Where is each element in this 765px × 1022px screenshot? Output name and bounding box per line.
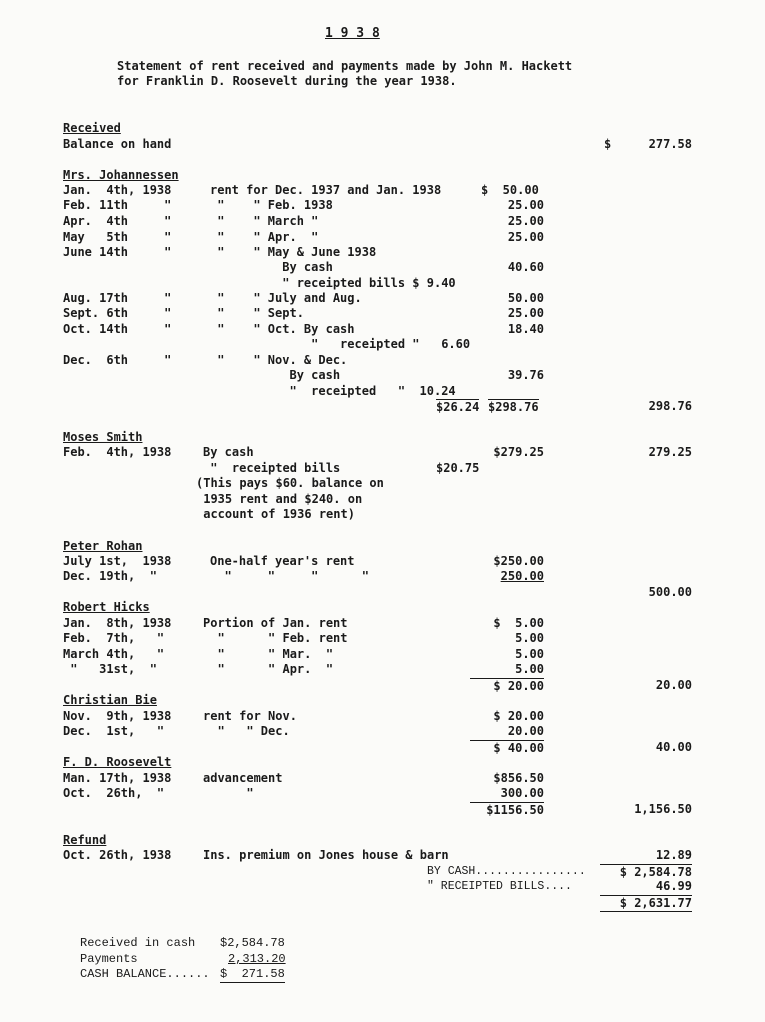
balance-dollar-sign: $ bbox=[604, 137, 612, 151]
summary-payments-amount: 2,313.20 bbox=[228, 952, 286, 966]
tenant-hicks-name: Robert Hicks bbox=[63, 600, 150, 614]
smith-receipted-amount: $20.75 bbox=[436, 461, 480, 475]
tenant-smith-name: Moses Smith bbox=[63, 430, 143, 444]
ledger-date: Apr. 4th " bbox=[63, 214, 172, 228]
intro-line-2: for Franklin D. Roosevelt during the year 1938. bbox=[117, 74, 457, 88]
roosevelt-column-total: 1,156.50 bbox=[634, 802, 692, 816]
smith-receipted-desc: " receipted bills bbox=[203, 461, 341, 475]
ledger-desc: rent for Dec. 1937 and Jan. 1938 bbox=[210, 183, 442, 197]
ledger-desc: " receipted " 10.24 bbox=[210, 384, 456, 398]
hicks-total: $ 20.00 bbox=[470, 678, 544, 694]
ledger-amount: $ 5.00 bbox=[493, 616, 544, 630]
smith-note-line-2: 1935 rent and $240. on bbox=[196, 492, 363, 506]
johannessen-column-total: 298.76 bbox=[648, 399, 692, 413]
bie-desc-1: rent for Nov. bbox=[203, 709, 297, 723]
ledger-date: Oct. 14th " bbox=[63, 322, 172, 336]
smith-date: Feb. 4th, 1938 bbox=[63, 445, 172, 459]
ledger-amount: 5.00 bbox=[515, 631, 544, 645]
ledger-date: Jan. 8th, 1938 bbox=[63, 616, 172, 630]
bie-amount-2: 20.00 bbox=[507, 724, 544, 738]
ledger-amount: 25.00 bbox=[507, 230, 544, 244]
ledger-desc: " " July and Aug. bbox=[210, 291, 362, 305]
ledger-date: Feb. 7th, " bbox=[63, 631, 165, 645]
ledger-desc: " " Feb. rent bbox=[203, 631, 348, 645]
intro-line-1: Statement of rent received and payments made by John M. Hackett bbox=[117, 59, 573, 73]
roosevelt-total: $1156.50 bbox=[470, 802, 544, 818]
ledger-desc: " " Apr. " bbox=[203, 662, 334, 676]
ledger-amount: 25.00 bbox=[507, 306, 544, 320]
rohan-amount-1: $250.00 bbox=[493, 554, 544, 568]
ledger-amount: 25.00 bbox=[507, 214, 544, 228]
summary-cash-amount: $2,584.78 bbox=[220, 936, 285, 950]
ledger-desc: " " Sept. bbox=[210, 306, 304, 320]
ledger-desc: By cash bbox=[210, 368, 341, 382]
ledger-desc: " " Mar. " bbox=[203, 647, 334, 661]
summary-balance-label: CASH BALANCE...... bbox=[80, 967, 210, 981]
ledger-amount: 25.00 bbox=[507, 198, 544, 212]
balance-value: 277.58 bbox=[648, 137, 692, 151]
bie-desc-2: " " Dec. bbox=[203, 724, 290, 738]
by-cash-amount: $ 2,584.78 bbox=[600, 864, 692, 880]
smith-desc: By cash bbox=[203, 445, 254, 459]
tenant-johannessen-name: Mrs. Johannessen bbox=[63, 168, 179, 182]
roosevelt-amount-1: $856.50 bbox=[493, 771, 544, 785]
receipted-bills-amount: 46.99 bbox=[655, 879, 692, 893]
smith-amount: $279.25 bbox=[493, 445, 544, 459]
ledger-desc: " " Apr. " bbox=[210, 230, 319, 244]
bie-total: $ 40.00 bbox=[470, 740, 544, 756]
rohan-desc-1: One-half year's rent bbox=[210, 554, 355, 568]
roosevelt-date-2: Oct. 26th, " bbox=[63, 786, 165, 800]
rohan-column-total: 500.00 bbox=[648, 585, 692, 599]
roosevelt-name: F. D. Roosevelt bbox=[63, 755, 172, 769]
roosevelt-desc-1: advancement bbox=[203, 771, 283, 785]
ledger-amount: $ 50.00 bbox=[481, 183, 539, 197]
summary-cash-label: Received in cash bbox=[80, 936, 196, 950]
ledger-desc: Portion of Jan. rent bbox=[203, 616, 348, 630]
roosevelt-desc-2: " bbox=[203, 786, 254, 800]
tenant-bie-name: Christian Bie bbox=[63, 693, 157, 707]
grand-total: $ 2,631.77 bbox=[600, 895, 692, 912]
ledger-amount: 5.00 bbox=[515, 662, 544, 676]
ledger-date: May 5th " bbox=[63, 230, 172, 244]
ledger-date: June 14th " bbox=[63, 245, 172, 259]
refund-desc: Ins. premium on Jones house & barn bbox=[203, 848, 449, 862]
year-heading: 1 9 3 8 bbox=[325, 26, 380, 41]
ledger-amount: 5.00 bbox=[515, 647, 544, 661]
by-cash-label: BY CASH................ bbox=[427, 865, 586, 878]
bie-date-2: Dec. 1st, " bbox=[63, 724, 165, 738]
ledger-desc: " receipted bills $ 9.40 bbox=[210, 276, 456, 290]
rohan-date-1: July 1st, 1938 bbox=[63, 554, 172, 568]
ledger-amount: 50.00 bbox=[507, 291, 544, 305]
johannessen-cash-total: $298.76 bbox=[488, 400, 539, 414]
receipted-bills-label: " RECEIPTED BILLS.... bbox=[427, 880, 572, 893]
roosevelt-amount-2: 300.00 bbox=[500, 786, 544, 800]
hicks-column-total: 20.00 bbox=[655, 678, 692, 692]
ledger-date: " 31st, " bbox=[63, 662, 157, 676]
rohan-amount-2: 250.00 bbox=[500, 569, 544, 583]
bie-amount-1: $ 20.00 bbox=[493, 709, 544, 723]
bie-date-1: Nov. 9th, 1938 bbox=[63, 709, 172, 723]
summary-balance-amount: $ 271.58 bbox=[220, 967, 285, 981]
ledger-amount: 39.76 bbox=[507, 368, 544, 382]
ledger-date: Dec. 6th " bbox=[63, 353, 172, 367]
ledger-amount: 18.40 bbox=[507, 322, 544, 336]
summary-payments-label: Payments bbox=[80, 952, 138, 966]
rohan-desc-2: " " " " bbox=[210, 569, 369, 583]
ledger-desc: By cash bbox=[210, 260, 333, 274]
ledger-desc: " " March " bbox=[210, 214, 319, 228]
ledger-desc: " " Oct. By cash bbox=[210, 322, 355, 336]
refund-amount: 12.89 bbox=[655, 848, 692, 862]
ledger-desc: " " Feb. 1938 bbox=[210, 198, 333, 212]
ledger-desc: " receipted " 6.60 bbox=[210, 337, 471, 351]
ledger-date: March 4th, " bbox=[63, 647, 165, 661]
ledger-date: Aug. 17th " bbox=[63, 291, 172, 305]
refund-date: Oct. 26th, 1938 bbox=[63, 848, 172, 862]
smith-note-line-1: (This pays $60. balance on bbox=[196, 476, 384, 490]
ledger-date: Jan. 4th, 1938 bbox=[63, 183, 172, 197]
tenant-rohan-name: Peter Rohan bbox=[63, 539, 143, 553]
ledger-desc: " " May & June 1938 bbox=[210, 245, 377, 259]
ledger-desc: " " Nov. & Dec. bbox=[210, 353, 348, 367]
roosevelt-date-1: Man. 17th, 1938 bbox=[63, 771, 172, 785]
smith-column-total: 279.25 bbox=[648, 445, 692, 459]
smith-note-line-3: account of 1936 rent) bbox=[196, 507, 355, 521]
balance-label: Balance on hand bbox=[63, 137, 172, 151]
ledger-date: Sept. 6th " bbox=[63, 306, 172, 320]
received-label: Received bbox=[63, 121, 121, 135]
johannessen-receipted-total: $26.24 bbox=[436, 400, 480, 414]
refund-label: Refund bbox=[63, 833, 107, 847]
ledger-date: Feb. 11th " bbox=[63, 198, 172, 212]
rohan-date-2: Dec. 19th, " bbox=[63, 569, 157, 583]
bie-column-total: 40.00 bbox=[655, 740, 692, 754]
ledger-amount: 40.60 bbox=[507, 260, 544, 274]
